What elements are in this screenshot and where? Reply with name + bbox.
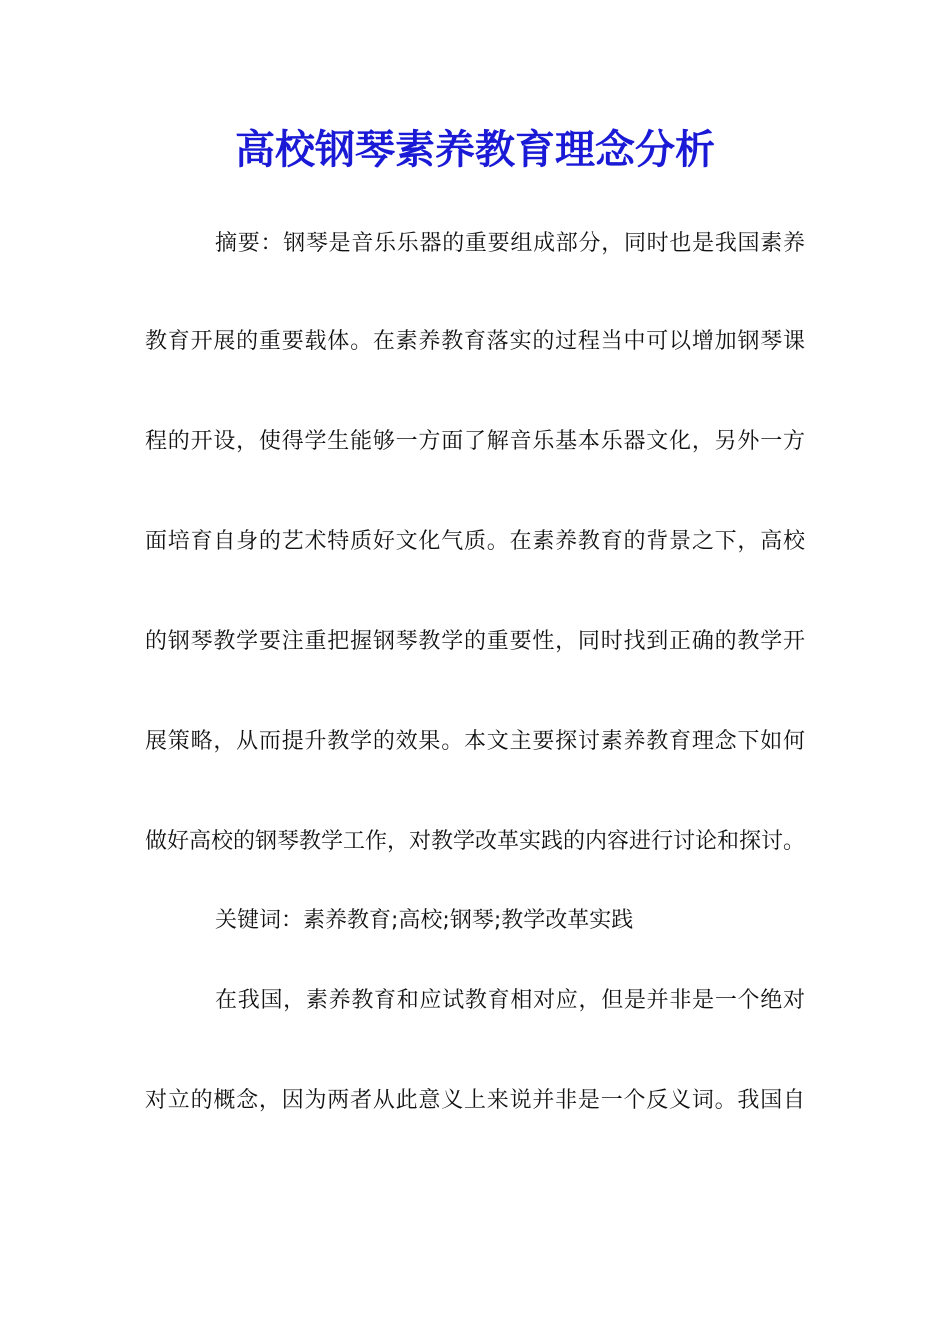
body-line-1: 在我国，素养教育和应试教育相对应，但是并非是一个绝对 xyxy=(215,988,805,1013)
keywords-line: 关键词：素养教育;高校;钢琴;教学改革实践 xyxy=(215,908,634,933)
abstract-line-6: 展策略，从而提升教学的效果。本文主要探讨素养教育理念下如何 xyxy=(145,729,805,754)
abstract-line-5: 的钢琴教学要注重把握钢琴教学的重要性，同时找到正确的教学开 xyxy=(145,629,805,654)
body-line-2: 对立的概念，因为两者从此意义上来说并非是一个反义词。我国自 xyxy=(145,1088,805,1113)
abstract-line-4: 面培育自身的艺术特质好文化气质。在素养教育的背景之下，高校 xyxy=(145,529,805,554)
abstract-line-2: 教育开展的重要载体。在素养教育落实的过程当中可以增加钢琴课 xyxy=(145,329,805,354)
document-title: 高校钢琴素养教育理念分析 xyxy=(235,126,715,173)
abstract-line-1: 摘要：钢琴是音乐乐器的重要组成部分，同时也是我国素养 xyxy=(215,231,805,256)
abstract-line-7: 做好高校的钢琴教学工作，对教学改革实践的内容进行讨论和探讨。 xyxy=(145,829,805,854)
abstract-line-3: 程的开设，使得学生能够一方面了解音乐基本乐器文化，另外一方 xyxy=(145,429,805,454)
